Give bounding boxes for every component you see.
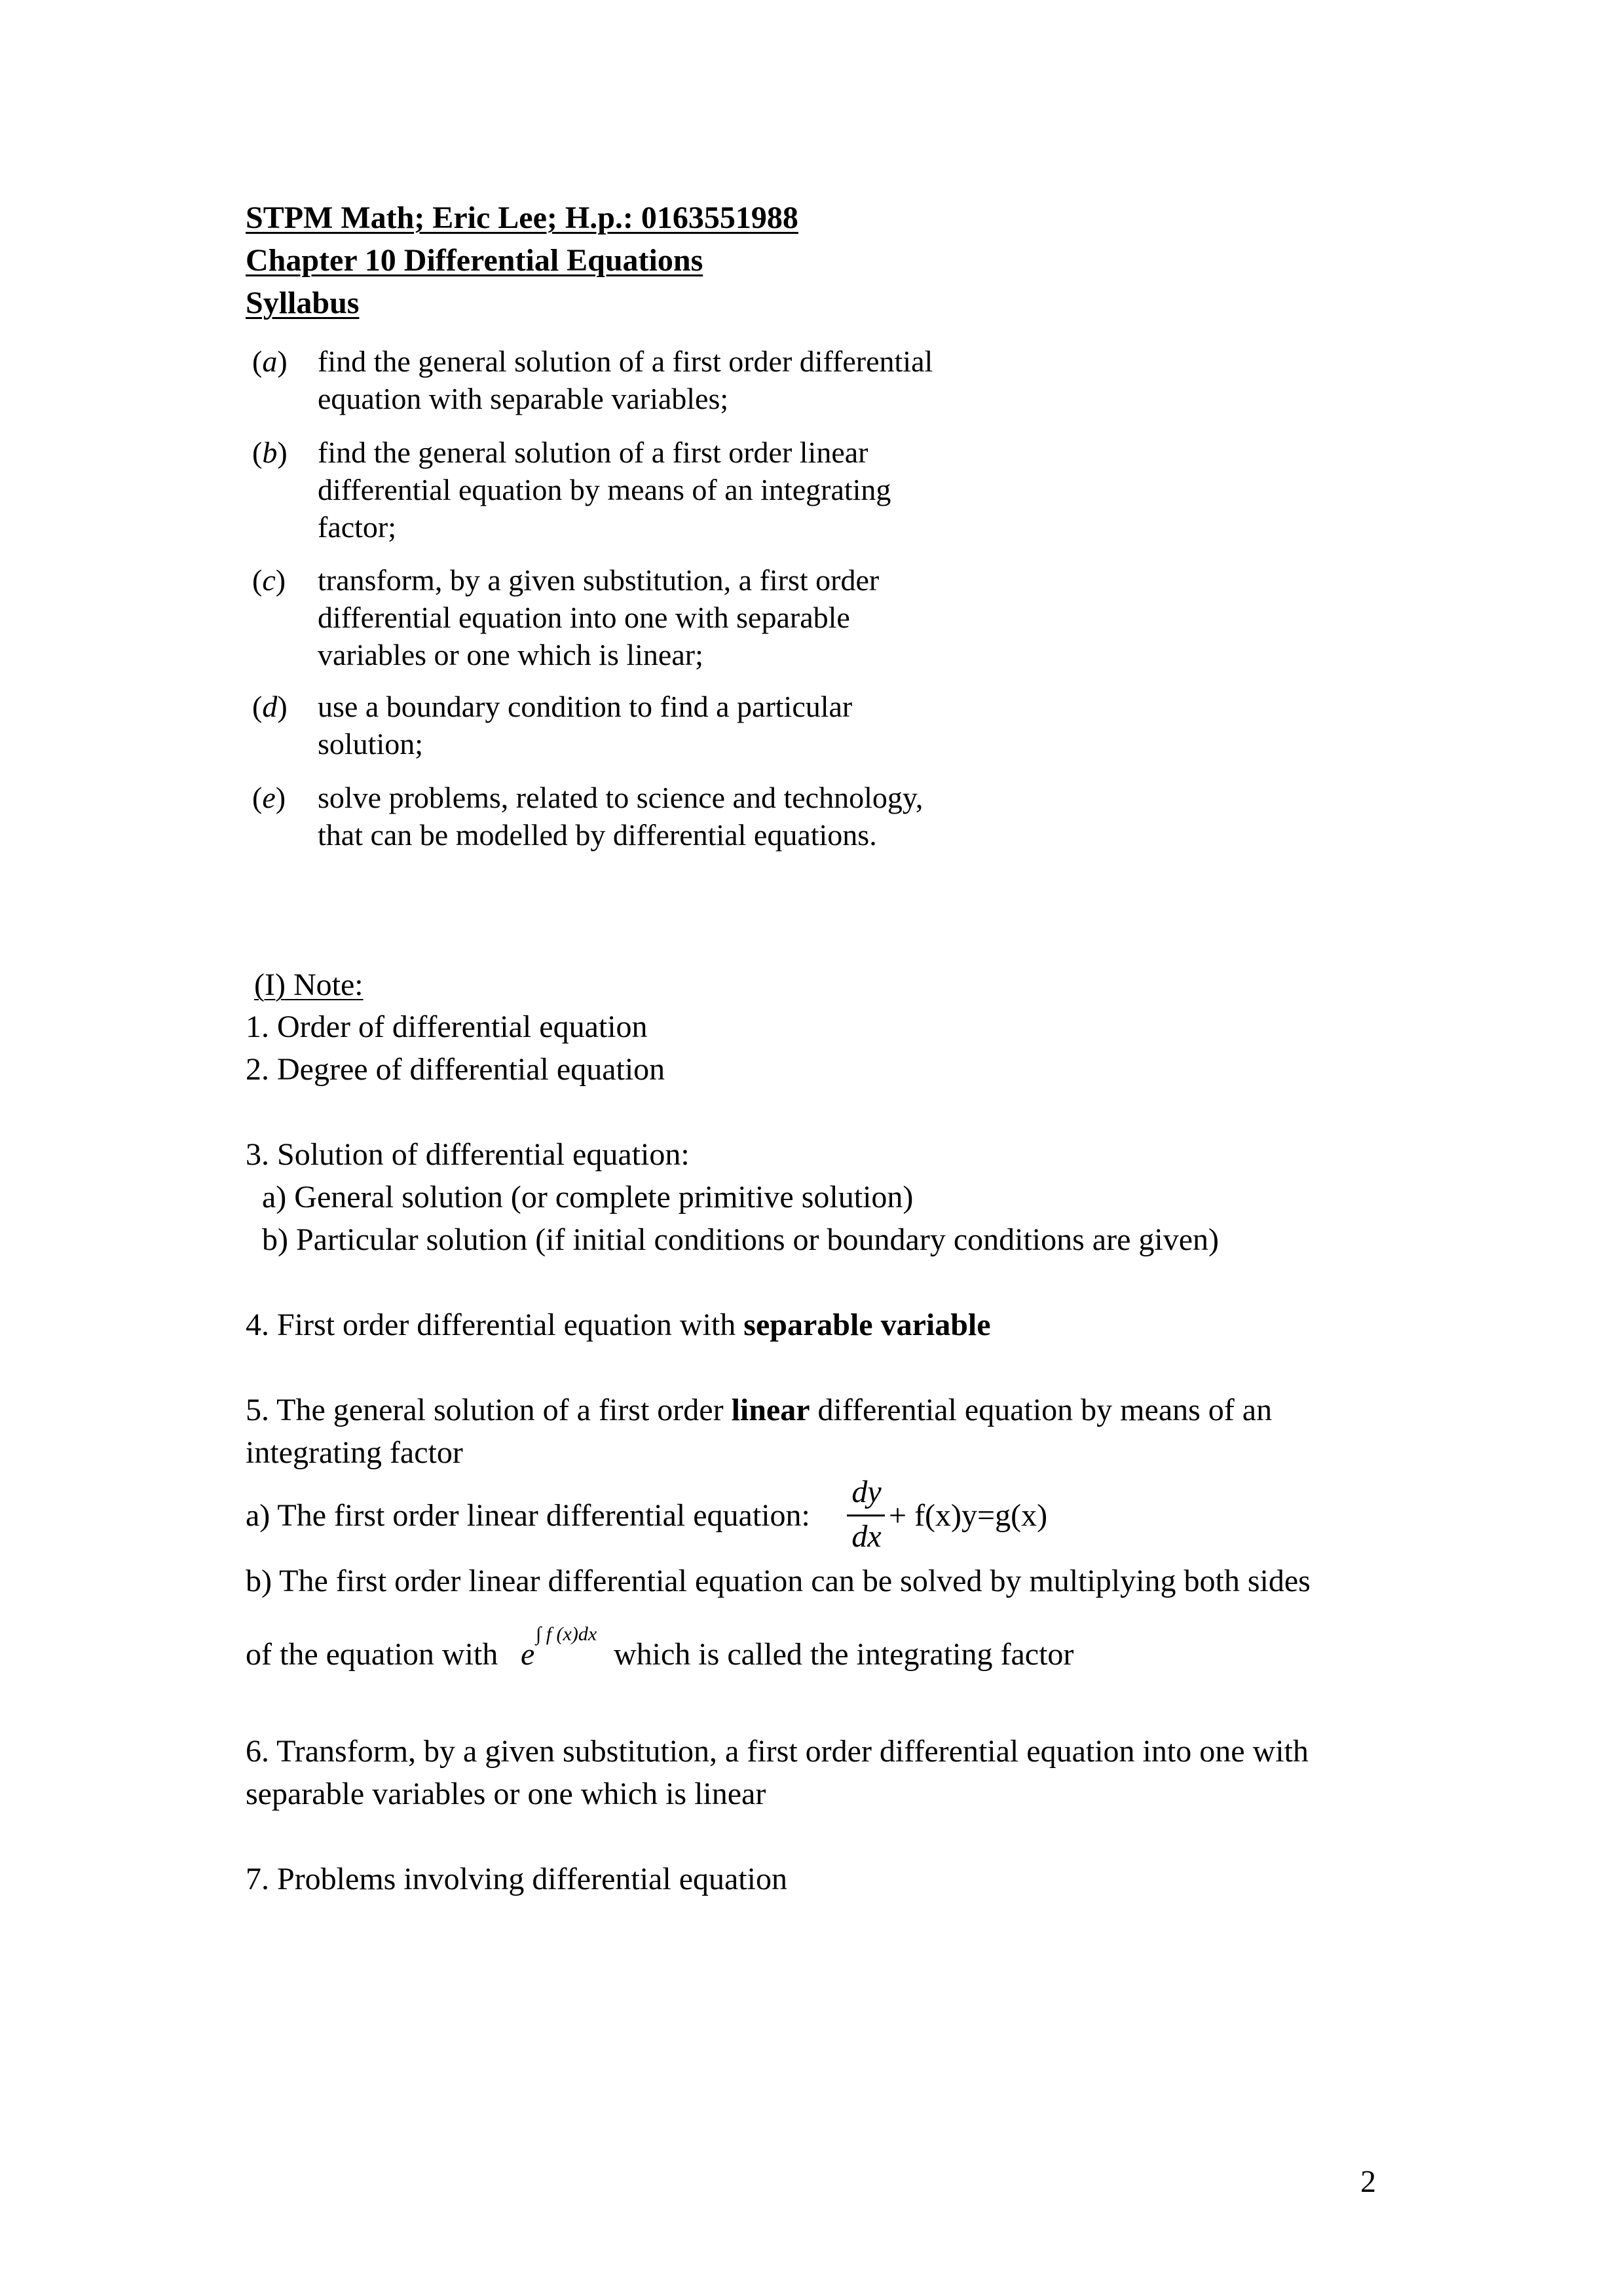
- note-3b: b) Particular solution (if initial conditions or boundary conditions are given): [262, 1222, 1220, 1257]
- note-3: 3. Solution of differential equation:: [246, 1137, 690, 1172]
- syllabus-item-label: (e): [252, 781, 286, 814]
- syllabus-item-text: use a boundary condition to find a particular solution;: [318, 690, 853, 761]
- note-5a-equation: + f(x)y=g(x): [889, 1498, 1048, 1533]
- integrating-factor-exponent: ∫ f (x)dx: [536, 1623, 597, 1645]
- notes-heading: (I) Note:: [254, 968, 364, 1002]
- syllabus-item-label: (b): [252, 436, 288, 469]
- syllabus-item-text: find the general solution of a first order differential equation with separable variables;: [318, 345, 933, 415]
- syllabus-item-label: (c): [252, 563, 286, 597]
- note-5b-tail: which is called the integrating factor: [614, 1637, 1074, 1672]
- syllabus-item-a: [252, 343, 973, 417]
- syllabus-item-text: transform, by a given substitution, a first order differential equation into one with separable variables or one which is linear;: [318, 563, 880, 671]
- note-6: 6. Transform, by a given substitution, a first order differential equation into one with: [246, 1734, 1309, 1769]
- syllabus-item-label: (d): [252, 690, 288, 723]
- syllabus-heading: Syllabus: [246, 286, 360, 320]
- note-4: 4. First order differential equation with separable variable: [246, 1308, 991, 1342]
- note-7: 7. Problems involving differential equation: [246, 1862, 787, 1896]
- note-5: 5. The general solution of a first order linear differential equation by means of an: [246, 1393, 1273, 1427]
- note-5-cont: integrating factor: [246, 1435, 463, 1470]
- fraction-denominator: dx: [851, 1519, 882, 1554]
- syllabus-item-text: find the general solution of a first order linear differential equation by means of an integrating factor;: [318, 436, 891, 544]
- syllabus-item-e: [252, 779, 973, 854]
- fraction-bar: [847, 1515, 885, 1516]
- note-5b-cont: of the equation with: [246, 1637, 498, 1672]
- note-6-cont: separable variables or one which is linear: [246, 1777, 766, 1811]
- page-number: 2: [1360, 2164, 1376, 2199]
- note-5b: b) The first order linear differential equation can be solved by multiplying both sides: [246, 1564, 1311, 1598]
- note-3a: a) General solution (or complete primitive solution): [262, 1180, 914, 1214]
- syllabus-item-text: solve problems, related to science and technology, that can be modelled by differential equations.: [318, 781, 923, 852]
- chapter-title: Chapter 10 Differential Equations: [246, 243, 703, 278]
- syllabus-item-c: [252, 561, 973, 673]
- syllabus-item-d: [252, 688, 973, 762]
- syllabus-item-b: [252, 434, 973, 546]
- header-author-line: STPM Math; Eric Lee; H.p.: 0163551988: [246, 200, 798, 235]
- note-1: 1. Order of differential equation: [246, 1009, 648, 1044]
- note-2: 2. Degree of differential equation: [246, 1052, 665, 1087]
- syllabus-item-label: (a): [252, 345, 288, 378]
- integrating-factor-base: e: [521, 1637, 535, 1672]
- note-5a: a) The first order linear differential equation:: [246, 1498, 810, 1533]
- fraction-numerator: dy: [851, 1475, 882, 1509]
